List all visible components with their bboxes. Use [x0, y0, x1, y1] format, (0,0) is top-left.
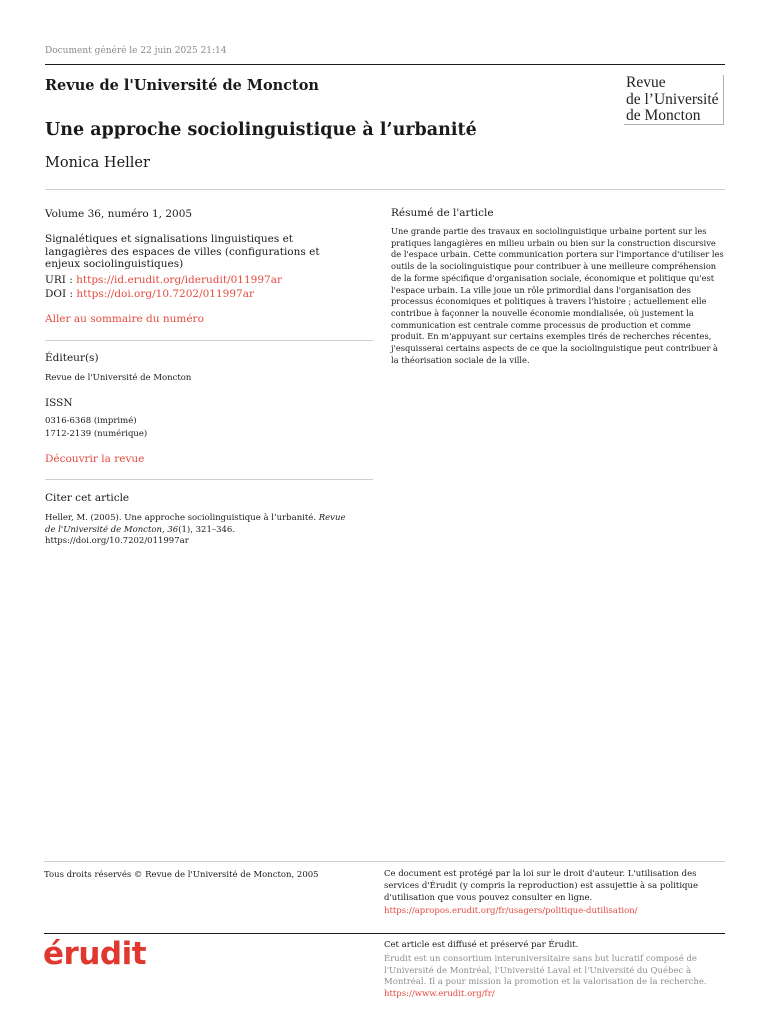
footer-divider-dark — [44, 933, 725, 934]
journal-logo — [624, 75, 724, 125]
article-author: Monica Heller — [45, 155, 150, 171]
citation-prefix: Heller, M. (2005). Une approche sociolinguistique à l’urbanité. — [45, 513, 319, 523]
journal-logo-line: Revue — [626, 74, 666, 91]
copyright-notice — [384, 869, 724, 918]
issue-theme: Signalétiques et signalisations linguistiques et langagières des espaces de villes (configurations et enjeux sociolinguistiques) — [45, 233, 320, 270]
citation-separator: , — [161, 524, 168, 535]
doi-link[interactable]: https://doi.org/10.7202/011997ar — [76, 288, 254, 300]
journal-title: Revue de l'Université de Moncton — [45, 77, 319, 94]
abstract-text: Une grande partie des travaux en sociolinguistique urbaine portent sur les pratiques langagières en milieu urbain ou bien sur la construction discursive de l'espace urbain. Cette communication portera sur l'importance d'utiliser les outils de la sociolinguistique pour contribuer à une meilleure compréhension de la forme spécifique d'organisation sociale, économique et politique qu'est l'espace urbain. La ville joue un rôle primordial dans l'organisation des processus économiques et politiques à travers l'histoire ; actuellement elle contribue à façonner la nouvelle économie mondialisée, où justement la communication est centrale comme processus de production et comme produit. En m'appuyant sur certains exemples tirés de recherches récentes, j'esquisserai certains aspects de ce que la sociolinguistique peut contribuer à la théorisation sociale de la ville. — [391, 226, 724, 365]
diffusion-notice: Cet article est diffusé et préservé par Érudit. — [384, 940, 579, 950]
generated-date: Document généré le 22 juin 2025 21:14 — [45, 46, 227, 56]
uri-line — [45, 274, 375, 286]
divider — [45, 189, 725, 190]
citation-volume: 36 — [167, 524, 179, 535]
divider — [45, 479, 373, 480]
doi-label: DOI : — [45, 288, 77, 300]
publisher-heading: Éditeur(s) — [45, 352, 99, 364]
issue-volume: Volume 36, numéro 1, 2005 — [45, 208, 193, 220]
journal-logo-line: de Moncton — [626, 107, 701, 124]
abstract-heading: Résumé de l'article — [391, 207, 494, 219]
cite-heading: Citer cet article — [45, 492, 130, 504]
issue-summary-link[interactable]: Aller au sommaire du numéro — [45, 313, 204, 325]
citation-journal: Revue de l'Université de Moncton — [45, 513, 346, 535]
journal-logo-line: de l’Université — [626, 90, 719, 108]
issn-print: 0316-6368 (imprimé) — [45, 416, 137, 426]
citation-text — [45, 513, 355, 548]
article-title: Une approche sociolinguistique à l’urbanité — [45, 120, 477, 140]
issn-heading: ISSN — [45, 397, 73, 409]
usage-policy-link[interactable]: https://apropos.erudit.org/fr/usagers/politique-dutilisation/ — [384, 906, 638, 917]
citation-suffix: (1), 321–346. https://doi.org/10.7202/011997ar — [45, 524, 236, 546]
doi-line — [45, 288, 375, 300]
copyright-text: Ce document est protégé par la loi sur le droit d'auteur. L'utilisation des services d'Érudit (y compris la reproduction) est assujettie à sa politique d'utilisation que vous pouvez consulter en ligne. — [384, 869, 698, 903]
footer-divider — [44, 861, 725, 862]
consortium-text: Érudit est un consortium interuniversitaire sans but lucratif composé de l'Université de Montréal, l'Université Laval et l'Université du Québec à Montréal. Il a pour mission la promotion et la valorisation de la recherche. — [384, 953, 707, 988]
rights-notice: Tous droits réservés © Revue de l'Université de Moncton, 2005 — [44, 870, 319, 880]
erudit-website-link[interactable]: https://www.erudit.org/fr/ — [384, 989, 495, 1000]
uri-label: URI : — [45, 274, 77, 286]
erudit-info — [384, 940, 724, 1001]
uri-link[interactable]: https://id.erudit.org/iderudit/011997ar — [76, 274, 282, 286]
header-rule — [45, 64, 725, 65]
discover-journal-link[interactable]: Découvrir la revue — [45, 453, 145, 465]
issn-digital: 1712-2139 (numérique) — [45, 429, 148, 439]
divider — [45, 340, 373, 341]
publisher-name: Revue de l'Université de Moncton — [45, 373, 192, 383]
erudit-logo: érudit — [43, 936, 147, 972]
